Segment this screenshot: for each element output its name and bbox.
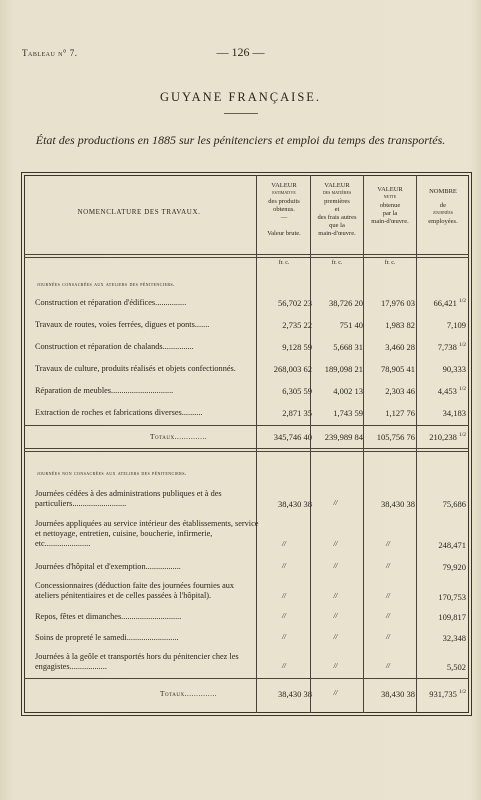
section-heading: journées non consacrées aux ateliers des pénitenciers. [37, 470, 187, 477]
total-value: 931,735 $^{1/2}$ [429, 689, 466, 699]
cell-value: // [386, 562, 390, 570]
table-row-label: Réparation de meubles.............................. [35, 386, 174, 395]
cell-value: // [333, 562, 338, 570]
cell-value: // [333, 499, 338, 507]
cell-value: 9,128 59 [282, 342, 312, 352]
row-rule [24, 678, 469, 679]
page-subtitle: État des productions en 1885 sur les pénitenciers et emploi du temps des transportés. [35, 133, 446, 147]
header-rule [24, 254, 469, 258]
cell-value: 1,127 76 [385, 408, 415, 418]
page-title: GUYANE FRANÇAISE. [159, 90, 322, 104]
table-row-label: Travaux de culture, produits réalisés et objets confectionnés. [35, 364, 236, 373]
title-rule [224, 113, 258, 114]
cell-value: // [333, 662, 338, 670]
cell-value: 32,348 [442, 633, 466, 643]
table-row-label: Journées à la geôle et transportés hors du pénitencier chez les engagistes.................. [35, 652, 239, 671]
total-value: 239,989 84 [324, 432, 363, 442]
cell-value: 38,430 38 [381, 499, 415, 509]
table-row-label: Journées appliquées au service intérieur des établissements, service et nettoyage, entretien, cuisine, boucherie, infirmerie, etc...................... [35, 519, 259, 548]
cell-value: // [333, 612, 338, 620]
cell-value: 109,817 [438, 612, 466, 622]
cell-value: 170,753 [438, 592, 466, 602]
totals-label: Totaux.............. [160, 689, 218, 698]
cell-value: 75,686 [442, 499, 466, 509]
table-row-label: Journées d'hôpital et d'exemption................. [35, 562, 181, 571]
col-header-nomenclature: NOMENCLATURE DES TRAVAUX. [77, 208, 201, 216]
page-number: — 126 — [216, 45, 265, 59]
cell-value: 6,305 59 [282, 386, 312, 396]
cell-value: // [282, 540, 286, 548]
total-value: 210,238 $^{1/2}$ [429, 432, 466, 442]
table-row-label: Travaux de routes, voies ferrées, digues et ponts....... [35, 320, 210, 329]
cell-value: 34,183 [442, 408, 466, 418]
cell-value: 90,333 [442, 364, 466, 374]
cell-value: 2,735 22 [282, 320, 312, 330]
cell-value: // [282, 592, 286, 600]
unit-label: fr. c. [384, 260, 396, 266]
table-row-label: Construction et réparation d'édifices............... [35, 298, 187, 307]
cell-value: 248,471 [438, 540, 466, 550]
cell-value: // [386, 633, 390, 641]
table-row-label: Repos, fêtes et dimanches............................. [35, 612, 182, 621]
cell-value: 3,460 28 [385, 342, 415, 352]
cell-value: 2,303 46 [385, 386, 415, 396]
table-row-label: Concessionnaires (déduction faite des journées fournies aux ateliers pénitentiaires et de celles passées à l'hôpital). [35, 581, 235, 600]
cell-value: // [282, 612, 286, 620]
col-header-valeur-estimative: VALEUR estimative des produits obtenus. — Valeur brute. [267, 182, 301, 237]
cell-value: 751 40 [339, 320, 363, 330]
cell-value: 7,738 $^{1/2}$ [437, 342, 466, 352]
cell-value: 1,983 82 [385, 320, 415, 330]
section-heading: journées consacrées aux ateliers des pénitenciers. [37, 281, 175, 288]
table-row-label: Construction et réparation de chalands............... [35, 342, 194, 351]
section-rule [24, 448, 469, 452]
row-rule [24, 425, 469, 426]
table-label: Tableau n° 7. [22, 48, 78, 58]
cell-value: 38,726 20 [329, 298, 363, 308]
cell-value: 189,098 21 [324, 364, 363, 374]
cell-value: 79,920 [442, 562, 466, 572]
cell-value: // [282, 633, 286, 641]
col-header-nombre: NOMBRE de journées employées. [428, 188, 458, 225]
cell-value: // [386, 612, 390, 620]
cell-value: // [386, 592, 390, 600]
cell-value: 2,871 35 [282, 408, 312, 418]
cell-value: // [333, 592, 338, 600]
table-row-label: Journées cédées à des administrations publiques et à des particuliers.......................... [35, 489, 222, 508]
cell-value: // [333, 633, 338, 641]
cell-value: // [333, 540, 338, 548]
cell-value: // [282, 562, 286, 570]
totals-label: Totaux.............. [150, 432, 208, 441]
total-value: // [333, 689, 338, 697]
cell-value: // [282, 662, 286, 670]
unit-label: fr. c. [331, 260, 343, 266]
total-value: 38,430 38 [381, 689, 415, 699]
col-header-valeur-nette: VALEUR nette obtenue par la main-d'œuvre. [371, 186, 409, 225]
cell-value: 4,002 13 [333, 386, 363, 396]
cell-value: 1,743 59 [333, 408, 363, 418]
unit-label: fr. c. [278, 260, 290, 266]
cell-value: // [386, 540, 390, 548]
cell-value: 268,003 62 [273, 364, 312, 374]
total-value: 345,746 40 [273, 432, 312, 442]
cell-value: 17,976 03 [381, 298, 415, 308]
cell-value: 4,453 $^{1/2}$ [437, 386, 466, 396]
cell-value: 5,668 31 [333, 342, 363, 352]
cell-value: 78,905 41 [381, 364, 415, 374]
table-row-label: Soins de propreté le samedi......................... [35, 633, 179, 642]
cell-value: // [386, 662, 390, 670]
cell-value: 66,421 $^{1/2}$ [433, 298, 466, 308]
table-row-label: Extraction de roches et fabrications diverses.......... [35, 408, 203, 417]
cell-value: 5,502 [446, 662, 466, 672]
cell-value: 7,109 [446, 320, 466, 330]
total-value: 105,756 76 [376, 432, 415, 442]
cell-value: 38,430 38 [278, 499, 312, 509]
col-header-valeur-matieres: VALEUR des matières premières et des frais autres que la main-d'œuvre. [317, 182, 357, 237]
total-value: 38,430 38 [278, 689, 312, 699]
cell-value: 56,702 23 [278, 298, 312, 308]
